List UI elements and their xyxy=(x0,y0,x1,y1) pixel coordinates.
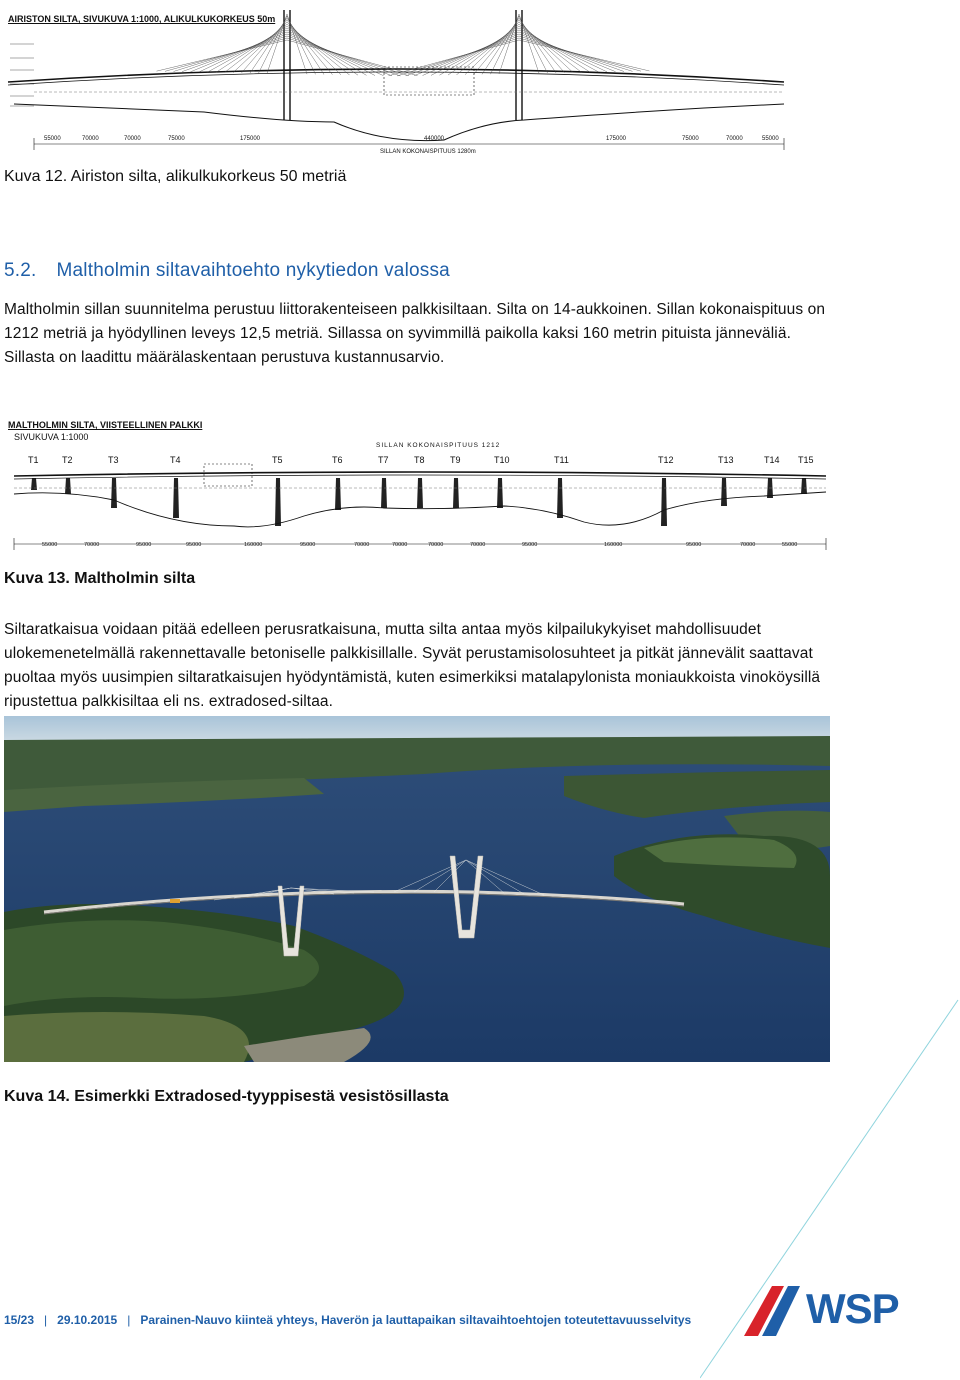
pier-label: T7 xyxy=(378,455,389,465)
stay-cable xyxy=(519,30,607,72)
stay-cable xyxy=(287,22,341,75)
span-label: 175000 xyxy=(606,136,627,142)
stay-cable xyxy=(242,20,288,73)
stay-cable xyxy=(474,20,520,75)
span-label: 160000 xyxy=(244,542,263,548)
figure-13-drawing xyxy=(4,418,830,560)
stay-cable xyxy=(191,32,288,72)
figure-12-span-labels xyxy=(34,136,784,146)
stay-cable xyxy=(440,28,520,75)
footer-page-number: 15/23 xyxy=(4,1313,35,1327)
figure-12-drawing-title: AIRISTON SILTA, SIVUKUVA 1:1000, ALIKULKUKORKEUS 50m xyxy=(8,14,276,24)
bridge-pier xyxy=(661,478,667,526)
bridge-pier xyxy=(335,478,341,510)
bridge-pier xyxy=(65,478,71,494)
span-label: 440000 xyxy=(424,136,445,142)
stay-cable xyxy=(225,24,288,73)
pier-label: T5 xyxy=(272,455,283,465)
pier-label: T3 xyxy=(108,455,119,465)
wsp-logo-mark-icon xyxy=(744,1284,806,1336)
stay-cable xyxy=(519,32,616,72)
footer-separator: | xyxy=(44,1313,48,1327)
span-label: 70000 xyxy=(84,542,100,548)
figure-12-caption: Kuva 12. Airiston silta, alikulkukorkeus 50 metriä xyxy=(4,168,347,185)
pier-label: T15 xyxy=(798,455,814,465)
span-label: 95000 xyxy=(136,542,152,548)
stay-cable xyxy=(216,26,287,72)
figure-13-caption: Kuva 13. Maltholmin silta xyxy=(4,570,196,587)
span-label: 55000 xyxy=(44,136,61,142)
stay-cable xyxy=(519,24,582,72)
paragraph-2 xyxy=(4,618,834,714)
pier-label: T4 xyxy=(170,455,181,465)
pier-label: T8 xyxy=(414,455,425,465)
figure-14-caption: Kuva 14. Esimerkki Extradosed-tyyppisestä vesistösillasta xyxy=(4,1088,449,1105)
span-label: 175000 xyxy=(240,136,261,142)
figure-12-total-length: SILLAN KOKONAISPITUUS 1280m xyxy=(380,149,476,155)
figure-13-pier-labels xyxy=(4,455,830,467)
stay-cable xyxy=(519,22,573,73)
pier-label: T9 xyxy=(450,455,461,465)
stay-cable xyxy=(431,30,519,75)
span-label: 95000 xyxy=(300,542,316,548)
span-label: 70000 xyxy=(428,542,444,548)
span-label: 160000 xyxy=(604,542,623,548)
stay-cable xyxy=(287,20,333,75)
stay-cable xyxy=(208,28,288,72)
section-heading xyxy=(4,260,450,282)
pier-label: T2 xyxy=(62,455,73,465)
footer-separator: | xyxy=(127,1313,131,1327)
figure-12-bridge-elevation xyxy=(4,4,794,156)
bridge-pier xyxy=(381,478,387,508)
stay-cable xyxy=(287,24,350,75)
span-label: 55000 xyxy=(42,542,58,548)
span-label: 75000 xyxy=(168,136,185,142)
stay-cable xyxy=(233,22,287,73)
figure-12-drawing xyxy=(4,4,794,156)
figure-13-drawing-title: MALTHOLMIN SILTA, VIISTEELLINEN PALKKI xyxy=(8,420,203,430)
bridge-pier xyxy=(497,478,503,508)
figure-13-total-length: SILLAN KOKONAISPITUUS 1212 xyxy=(376,442,501,449)
span-label: 95000 xyxy=(686,542,702,548)
pier-label: T6 xyxy=(332,455,343,465)
bridge-pier xyxy=(453,478,459,508)
section-paragraph-1 xyxy=(4,298,834,370)
stay-cable xyxy=(182,34,287,72)
stay-cable xyxy=(519,34,624,72)
span-label: 70000 xyxy=(726,136,743,142)
wsp-logo-text: WSP xyxy=(806,1285,899,1332)
paragraph-text: Siltaratkaisua voidaan pitää edelleen perusratkaisuna, mutta silta antaa myös kilpailukykyiset mahdollisuudet ulokemenetelmällä rakennettavalle betoniselle palkkisillalle. Syvät perustamisolosuhteet ja pitkät jännevälit saattavat puoltaa myös uusimpien siltaratkaisujen hyödyntämistä, kuten esimerkiksi matalapylonista moniaukkoista vinoköysillä ripustettua palkkisiltaa eli ns. extradosed-siltaa. xyxy=(4,621,821,710)
span-label: 70000 xyxy=(354,542,370,548)
span-label: 55000 xyxy=(762,136,779,142)
paragraph-text: Maltholmin sillan suunnitelma perustuu liittorakenteiseen palkkisiltaan. Silta on 14-aukkoinen. Sillan kokonaispituus on 1212 metriä ja hyödyllinen leveys 12,5 metriä. Sillassa on syvimmillä paikolla kaksi 160 metrin pituista jänneväliä. Sillasta on laadittu määrälaskentaan perustuva kustannusarvio. xyxy=(4,301,826,366)
footer-date: 29.10.2015 xyxy=(57,1313,118,1327)
bridge-pier xyxy=(801,478,807,494)
footer-document-title: Parainen-Nauvo kiinteä yhteys, Haverön ja lauttapaikan siltavaihtoehtojen toteutettavuusselvitys xyxy=(140,1313,692,1327)
span-label: 70000 xyxy=(124,136,141,142)
figure-13-span-labels xyxy=(4,542,830,552)
section-number: 5.2. xyxy=(4,260,37,281)
span-label: 95000 xyxy=(522,542,538,548)
span-label: 55000 xyxy=(782,542,798,548)
stay-cable xyxy=(519,26,590,72)
bridge-pier xyxy=(111,478,117,508)
wsp-logo xyxy=(744,1284,914,1336)
bridge-pier xyxy=(417,478,423,508)
pier-label: T10 xyxy=(494,455,510,465)
page-footer xyxy=(4,1313,691,1327)
pier-label: T13 xyxy=(718,455,734,465)
span-label: 70000 xyxy=(82,136,99,142)
stay-cable xyxy=(519,28,599,72)
pier-label: T14 xyxy=(764,455,780,465)
pier-label: T12 xyxy=(658,455,674,465)
pier-label: T11 xyxy=(554,455,569,465)
stay-cable xyxy=(287,28,367,75)
span-label: 70000 xyxy=(470,542,486,548)
figure-13-drawing-subtitle: SIVUKUVA 1:1000 xyxy=(14,432,89,442)
bridge-pier xyxy=(721,478,727,506)
bridge-pier xyxy=(173,478,179,518)
bridge-pier xyxy=(275,478,281,526)
section-title: Maltholmin siltavaihtoehto nykytiedon valossa xyxy=(56,260,450,281)
span-label: 95000 xyxy=(186,542,202,548)
stay-cable xyxy=(287,26,358,75)
bridge-pier xyxy=(557,478,563,518)
span-label: 70000 xyxy=(740,542,756,548)
figure-13-bridge-elevation xyxy=(4,418,830,560)
span-label: 75000 xyxy=(682,136,699,142)
stay-cable xyxy=(519,20,565,73)
pier-label: T1 xyxy=(28,455,39,465)
stay-cable xyxy=(448,26,519,75)
stay-cable xyxy=(199,30,287,72)
span-label: 70000 xyxy=(392,542,408,548)
